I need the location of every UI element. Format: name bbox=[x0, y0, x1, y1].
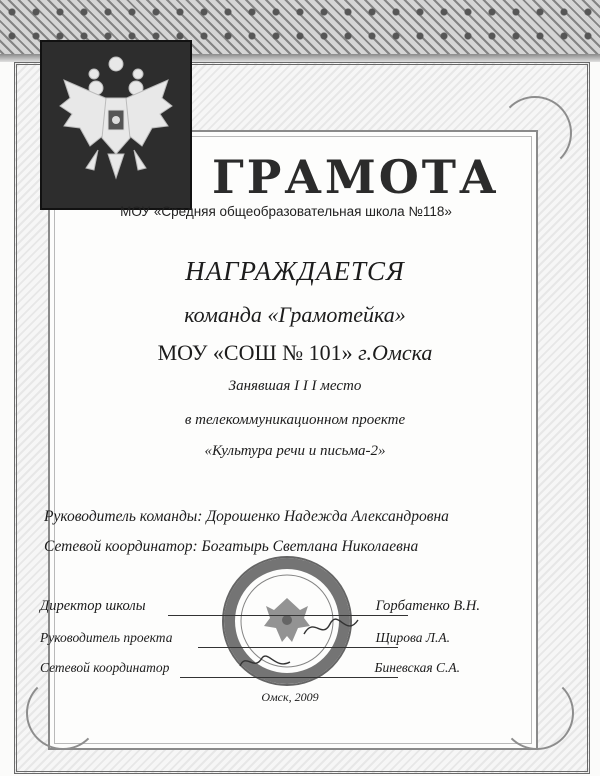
school-name: МОУ «Средняя общеобразовательная школа №118» bbox=[120, 204, 452, 219]
signature-name: Биневская С.А. bbox=[374, 660, 460, 675]
double-headed-eagle-icon bbox=[50, 50, 182, 200]
project-name: «Культура речи и письма-2» bbox=[204, 443, 386, 459]
signature-line bbox=[180, 677, 398, 678]
signature-row bbox=[40, 630, 450, 650]
signature-name: Горбатенко В.Н. bbox=[375, 598, 480, 614]
team-name: команда «Грамотейка» bbox=[184, 302, 406, 327]
signature-name: Щирова Л.А. bbox=[375, 630, 450, 645]
team-leader: Руководитель команды: Дорошенко Надежда Александровна bbox=[44, 508, 449, 525]
organization-line bbox=[60, 340, 530, 366]
signature-role: Сетевой координатор bbox=[40, 660, 170, 675]
signature-line bbox=[198, 647, 398, 648]
place-and-date: Омск, 2009 bbox=[261, 690, 319, 704]
coat-of-arms bbox=[40, 40, 192, 210]
signature-role: Руководитель проекта bbox=[40, 630, 173, 645]
corner-ornament bbox=[498, 96, 572, 170]
organization-city: г.Омска bbox=[358, 340, 433, 365]
organization-name: МОУ «СОШ № 101» bbox=[157, 340, 353, 365]
signature-role: Директор школы bbox=[40, 598, 146, 614]
signature-line bbox=[168, 615, 408, 616]
corner-ornament bbox=[26, 676, 100, 750]
awarded-heading: НАГРАЖДАЕТСЯ bbox=[185, 256, 405, 286]
place-text: Занявшая I I I место bbox=[228, 378, 362, 394]
signature-row bbox=[40, 598, 480, 618]
handwritten-signature bbox=[236, 648, 296, 674]
project-text: в телекоммуникационном проекте bbox=[184, 412, 406, 428]
corner-ornament bbox=[500, 676, 574, 750]
certificate-title: ГРАМОТА bbox=[212, 150, 500, 204]
network-coordinator: Сетевой координатор: Богатырь Светлана Николаевна bbox=[44, 538, 419, 555]
handwritten-signature bbox=[300, 612, 370, 642]
